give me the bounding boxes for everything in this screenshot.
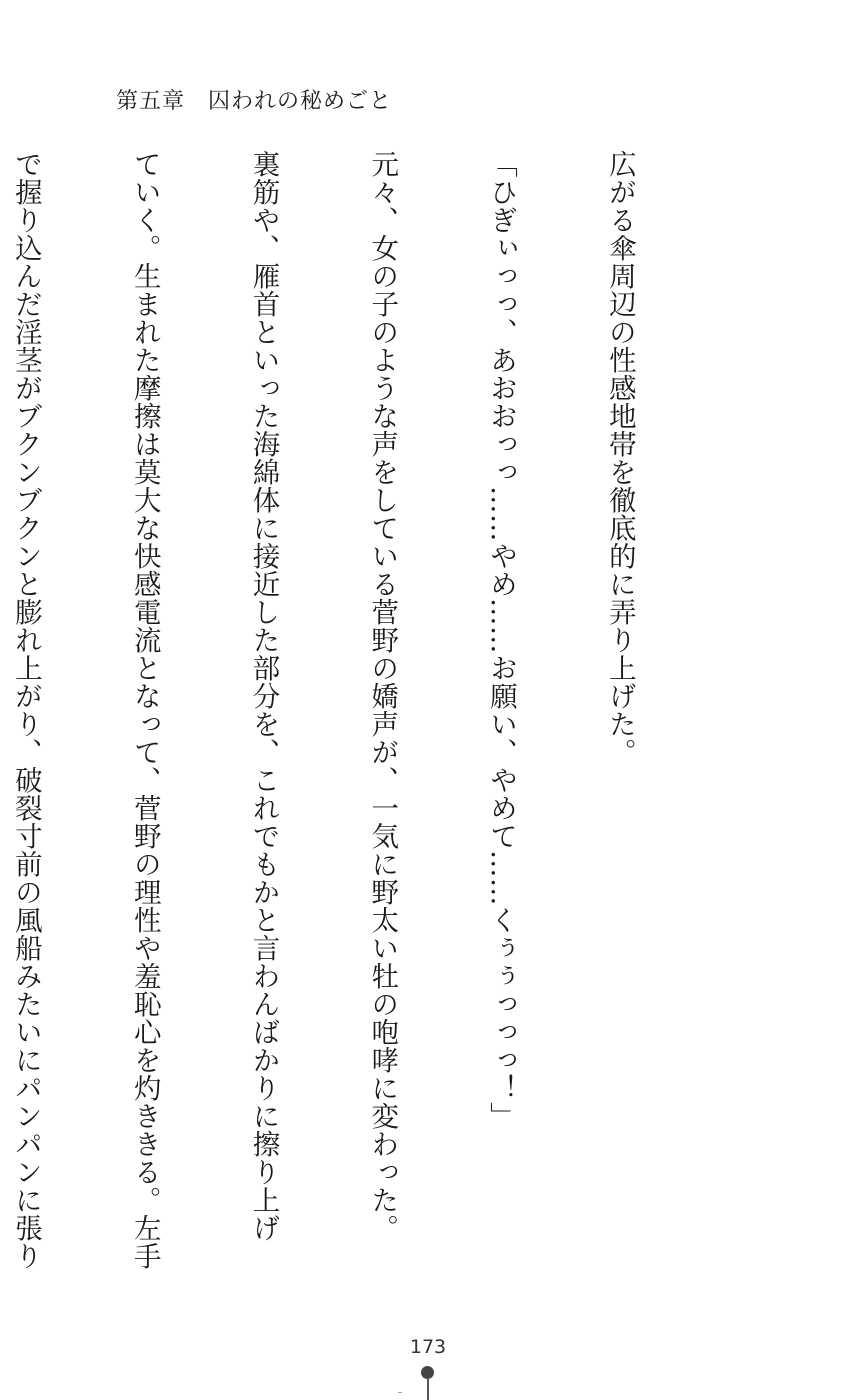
- vertical-body-text: [9, 150, 718, 1270]
- text-line: ていく。生まれた摩擦は莫大な快感電流となって、菅野の理性や羞恥心を灼ききる。左手: [128, 150, 161, 1270]
- chapter-running-header: 第五章 囚われの秘めごと: [116, 89, 393, 114]
- text-line: 裏筋や、雁首といった海綿体に接近した部分を、これでもかと言わんばかりに擦り上げ: [247, 150, 280, 1242]
- folio-tick-mark: [398, 1392, 402, 1393]
- text-line: 元々、女の子のような声をしている菅野の嬌声が、一気に野太い牡の咆哮に変わった。: [366, 150, 399, 1242]
- folio-vertical-rule: [427, 1378, 429, 1400]
- page-number: 173: [409, 1336, 447, 1358]
- text-line: 広がる傘周辺の性感地帯を徹底的に弄り上げた。: [603, 150, 636, 766]
- text-line: で握り込んだ淫茎がブクンブクンと膨れ上がり、破裂寸前の風船みたいにパンパンに張り: [9, 150, 42, 1270]
- text-line: 「ひぎぃっっ、あおおっっ……やめ……お願い、やめて……くぅぅっっっ！」: [485, 150, 518, 1130]
